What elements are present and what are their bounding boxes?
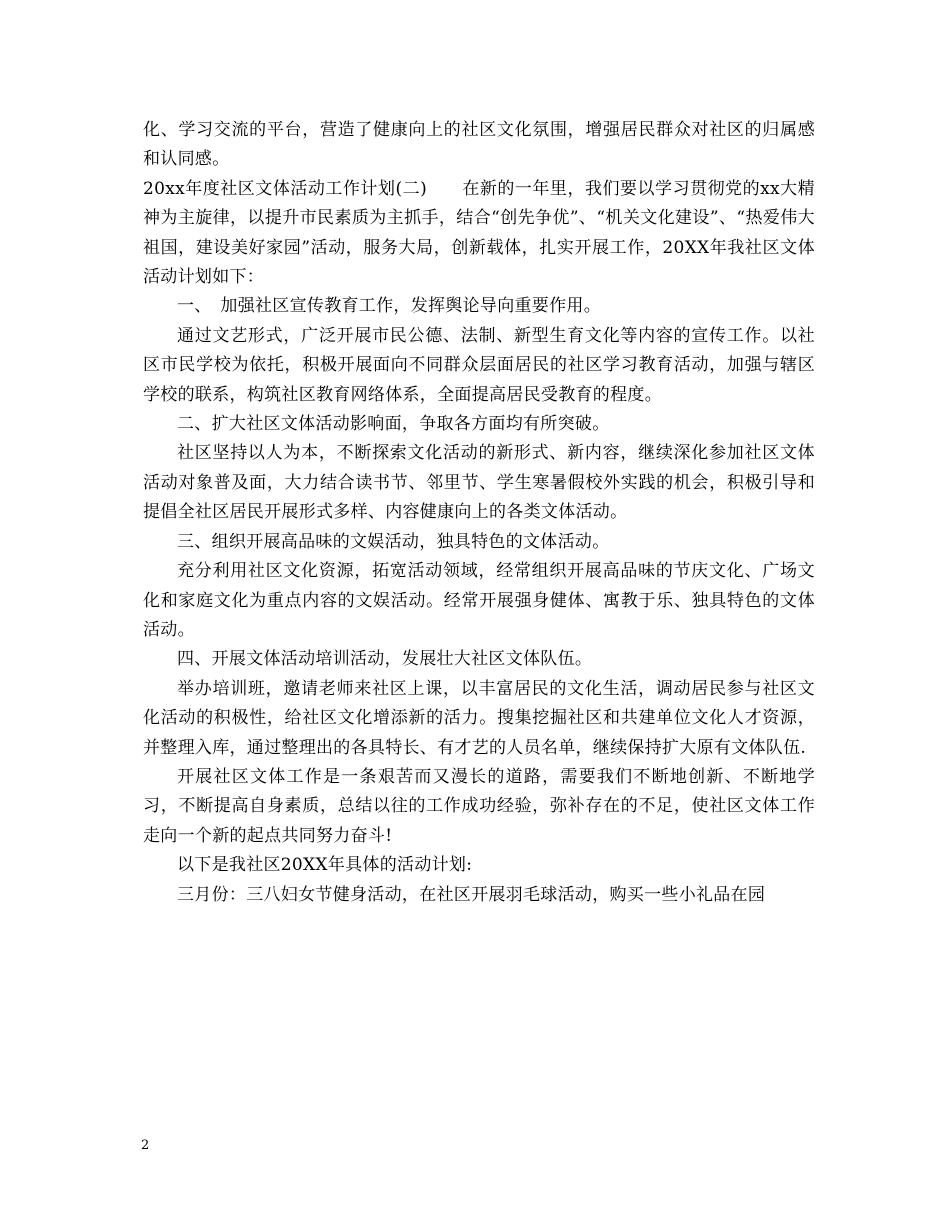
section-heading-2: 二、扩大社区文体活动影响面，争取各方面均有所突破。 <box>177 414 610 435</box>
paragraph-conclusion: 开展社区文体工作是一条艰苦而又漫长的道路，需要我们不断地创新、不断地学习，不断提高自身素质，总结以往的工作成功经验，弥补存在的不足，使社区文体工作走向一个新的起点共同努力奋斗! <box>143 766 815 846</box>
paragraph-section-4: 举办培训班，邀请老师来社区上课，以丰富居民的文化生活，调动居民参与社区文化活动的积极性，给社区文化增添新的活力。搜集挖掘社区和共建单位文化人才资源，并整理入库，通过整理出的各具特长、有才艺的人员名单，继续保持扩大原有文体队伍. <box>143 678 815 758</box>
paragraph-plan-heading: 20xx年度社区文体活动工作计划(二) 在新的一年里，我们要以学习贯彻党的xx大精神为主旋律，以提升市民素质为主抓手，结合“创先争优”、“机关文化建设”、“热爱伟大祖国，建设美好家园”活动，服务大局，创新载体，扎实开展工作，20XX年我社区文体活动计划如下： <box>143 178 815 288</box>
paragraph-section-1: 通过文艺形式，广泛开展市民公德、法制、新型生育文化等内容的宣传工作。以社区市民学校为依托，积极开展面向不同群众层面居民的社区学习教育活动，加强与辖区学校的联系，构筑社区教育网络体系，全面提高居民受教育的程度。 <box>143 325 815 405</box>
paragraph-section-2: 社区坚持以人为本，不断探索文化活动的新形式、新内容，继续深化参加社区文体活动对象普及面，大力结合读书节、邻里节、学生寒暑假校外实践的机会，积极引导和提倡全社区居民开展形式多样、内容健康向上的各类文体活动。 <box>143 443 815 523</box>
paragraph-march-plan: 三月份：三八妇女节健身活动，在社区开展羽毛球活动，购买一些小礼品在园 <box>177 884 766 905</box>
document-body <box>143 116 815 910</box>
section-heading-3: 三、组织开展高品味的文娱活动，独具特色的文体活动。 <box>177 531 610 552</box>
page-number: 2 <box>141 1138 150 1153</box>
section-heading-4: 四、开展文体活动培训活动，发展壮大社区文体队伍。 <box>177 649 593 670</box>
paragraph-plan-intro: 以下是我社区20XX年具体的活动计划: <box>177 855 473 876</box>
section-heading-1: 一、 加强社区宣传教育工作，发挥舆论导向重要作用。 <box>177 296 601 317</box>
paragraph-section-3: 充分利用社区文化资源，拓宽活动领域，经常组织开展高品味的节庆文化、广场文化和家庭文化为重点内容的文娱活动。经常开展强身健体、寓教于乐、独具特色的文体活动。 <box>143 561 815 640</box>
paragraph-intro-closing: 化、学习交流的平台，营造了健康向上的社区文化氛围，增强居民群众对社区的归属感和认同感。 <box>143 120 815 170</box>
